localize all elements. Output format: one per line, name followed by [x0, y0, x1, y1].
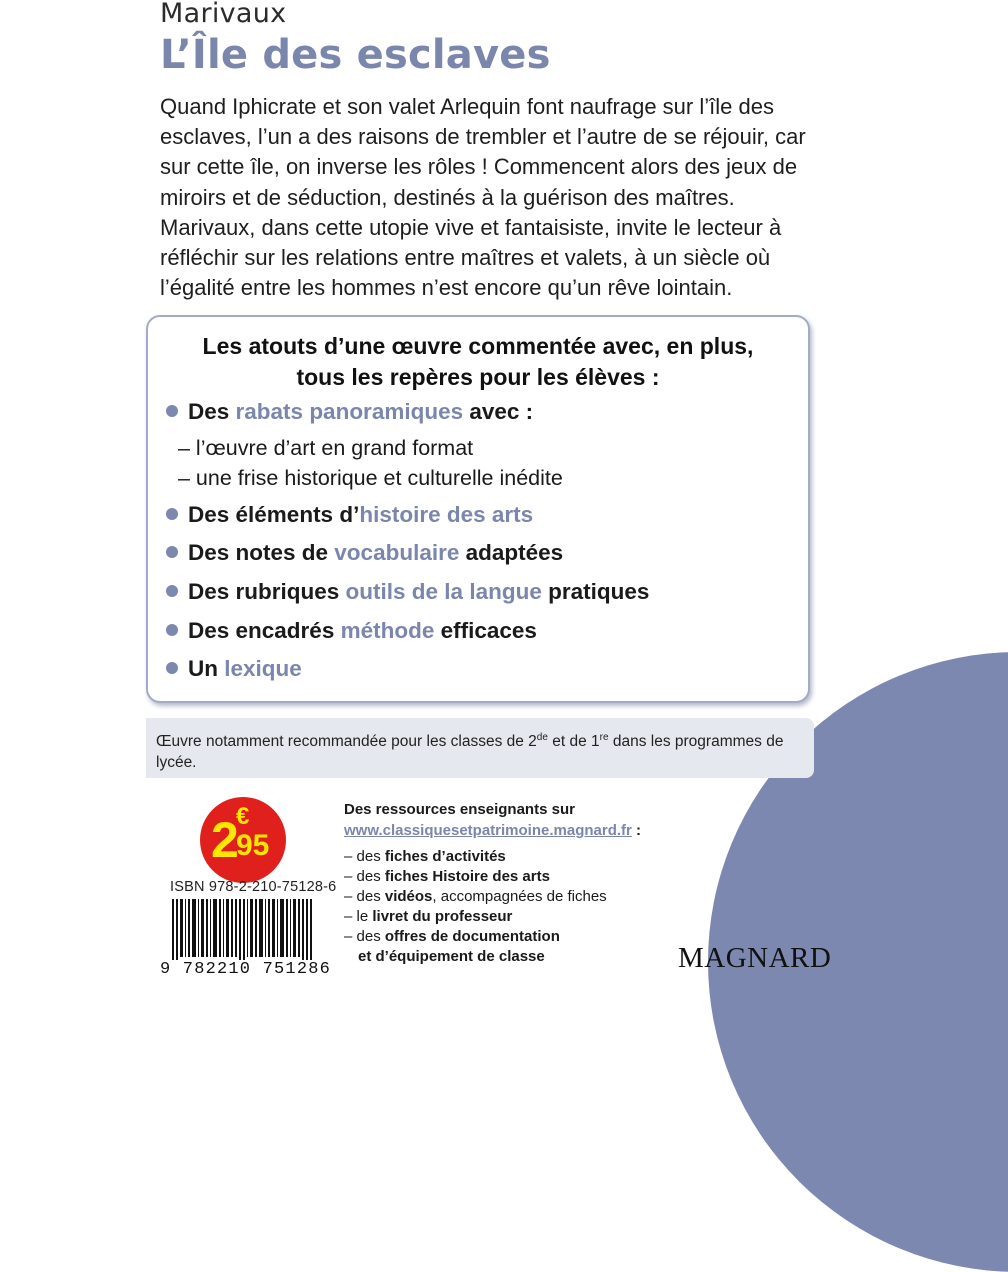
- bullet-icon: [166, 405, 178, 417]
- resource-text: – le: [344, 908, 373, 925]
- resource-text: – des: [344, 868, 385, 885]
- feature-highlight: histoire des arts: [359, 502, 534, 527]
- recommendation-part: et de 1: [547, 733, 600, 751]
- feature-highlight: rabats panoramiques: [235, 399, 464, 424]
- resource-item: [344, 887, 684, 907]
- features-box: [146, 315, 810, 703]
- recommendation-part: Œuvre notamment recommandée pour les classes de 2: [156, 733, 537, 751]
- summary-paragraph-1: Quand Iphicrate et son valet Arlequin font naufrage sur l’île des esclaves, l’un a des raisons de trembler et l’autre de se réjouir, car sur cette île, on inverse les rôles ! Commencent alors des jeux de miroirs et de séduction, destinés à la guérison des maîtres.: [160, 94, 806, 210]
- resources-list: [344, 847, 684, 967]
- resource-item: [344, 907, 684, 927]
- summary-paragraph-2: Marivaux, dans cette utopie vive et fantaisiste, invite le lecteur à réfléchir sur les relations entre maîtres et valets, à un siècle où l’égalité entre les hommes n’est encore qu’un rêve lointain.: [160, 214, 782, 301]
- price-badge: [200, 797, 286, 883]
- resource-item: [344, 867, 684, 887]
- resource-bold: vidéos: [384, 888, 433, 905]
- feature-text: Un: [188, 656, 225, 681]
- euro-icon: €: [236, 803, 250, 830]
- feature-item: [166, 656, 302, 682]
- resource-bold: fiches d’activités: [384, 848, 506, 865]
- feature-text: adaptées: [459, 540, 564, 565]
- feature-text: Des notes de: [188, 540, 335, 565]
- resource-text: – des: [344, 928, 385, 945]
- bullet-icon: [166, 662, 178, 674]
- author-name: Marivaux: [160, 0, 287, 29]
- feature-item: [166, 502, 533, 528]
- barcode-icon: [172, 899, 312, 965]
- feature-text: avec :: [463, 399, 534, 424]
- bullet-icon: [166, 624, 178, 636]
- feature-highlight: vocabulaire: [334, 540, 460, 565]
- bullet-icon: [166, 546, 178, 558]
- feature-text: Des: [188, 399, 236, 424]
- recommendation-note: [146, 718, 814, 778]
- resource-item: [344, 847, 684, 867]
- price-decimal: 95: [236, 829, 270, 862]
- feature-text: Des encadrés: [188, 618, 341, 643]
- resource-item: [344, 927, 684, 947]
- recommendation-part: dans les programmes de lycée.: [156, 733, 784, 772]
- resource-bold: et d’équipement de classe: [358, 948, 545, 965]
- features-heading-line-1: Les atouts d’une œuvre commentée avec, en plus,: [202, 333, 754, 359]
- feature-subitem: – une frise historique et culturelle inédite: [178, 466, 563, 490]
- barcode-digits: 9 782210 751286: [160, 960, 332, 979]
- resource-text: , accompagnées de fiches: [432, 888, 607, 905]
- resource-text: – des: [344, 848, 385, 865]
- recommendation-text: [156, 727, 806, 773]
- features-heading-line-2: tous les repères pour les élèves :: [296, 364, 660, 390]
- recommendation-sup: re: [599, 732, 609, 743]
- resource-text: – des: [344, 888, 385, 905]
- book-title: L’Île des esclaves: [160, 32, 551, 78]
- feature-highlight: lexique: [224, 656, 302, 681]
- resources-link[interactable]: www.classiquesetpatrimoine.magnard.fr: [344, 822, 632, 839]
- feature-item: [166, 579, 649, 605]
- isbn: ISBN 978-2-210-75128-6: [170, 879, 337, 895]
- feature-item: [166, 618, 537, 644]
- summary: [160, 92, 840, 303]
- resources-title: Des ressources enseignants sur: [344, 801, 575, 818]
- feature-item: [166, 540, 563, 566]
- resource-bold: offres de documentation: [384, 928, 560, 945]
- bullet-icon: [166, 508, 178, 520]
- features-heading: [148, 331, 808, 393]
- feature-text: pratiques: [541, 579, 650, 604]
- feature-text: Des rubriques: [188, 579, 346, 604]
- recommendation-sup: de: [536, 732, 548, 743]
- feature-highlight: outils de la langue: [345, 579, 542, 604]
- price-integer: 2: [211, 812, 239, 868]
- feature-text: Des éléments d’: [188, 502, 360, 527]
- feature-item: [166, 399, 533, 425]
- teacher-resources: [344, 800, 684, 967]
- feature-text: efficaces: [434, 618, 537, 643]
- resource-item: [344, 947, 684, 967]
- publisher-logo: MAGNARD: [678, 942, 832, 974]
- resource-bold: fiches Histoire des arts: [384, 868, 550, 885]
- bullet-icon: [166, 585, 178, 597]
- resources-url-line: [344, 820, 684, 841]
- url-suffix: :: [631, 822, 642, 839]
- feature-highlight: méthode: [340, 618, 435, 643]
- resource-bold: livret du professeur: [372, 908, 513, 925]
- feature-subitem: – l’œuvre d’art en grand format: [178, 436, 474, 460]
